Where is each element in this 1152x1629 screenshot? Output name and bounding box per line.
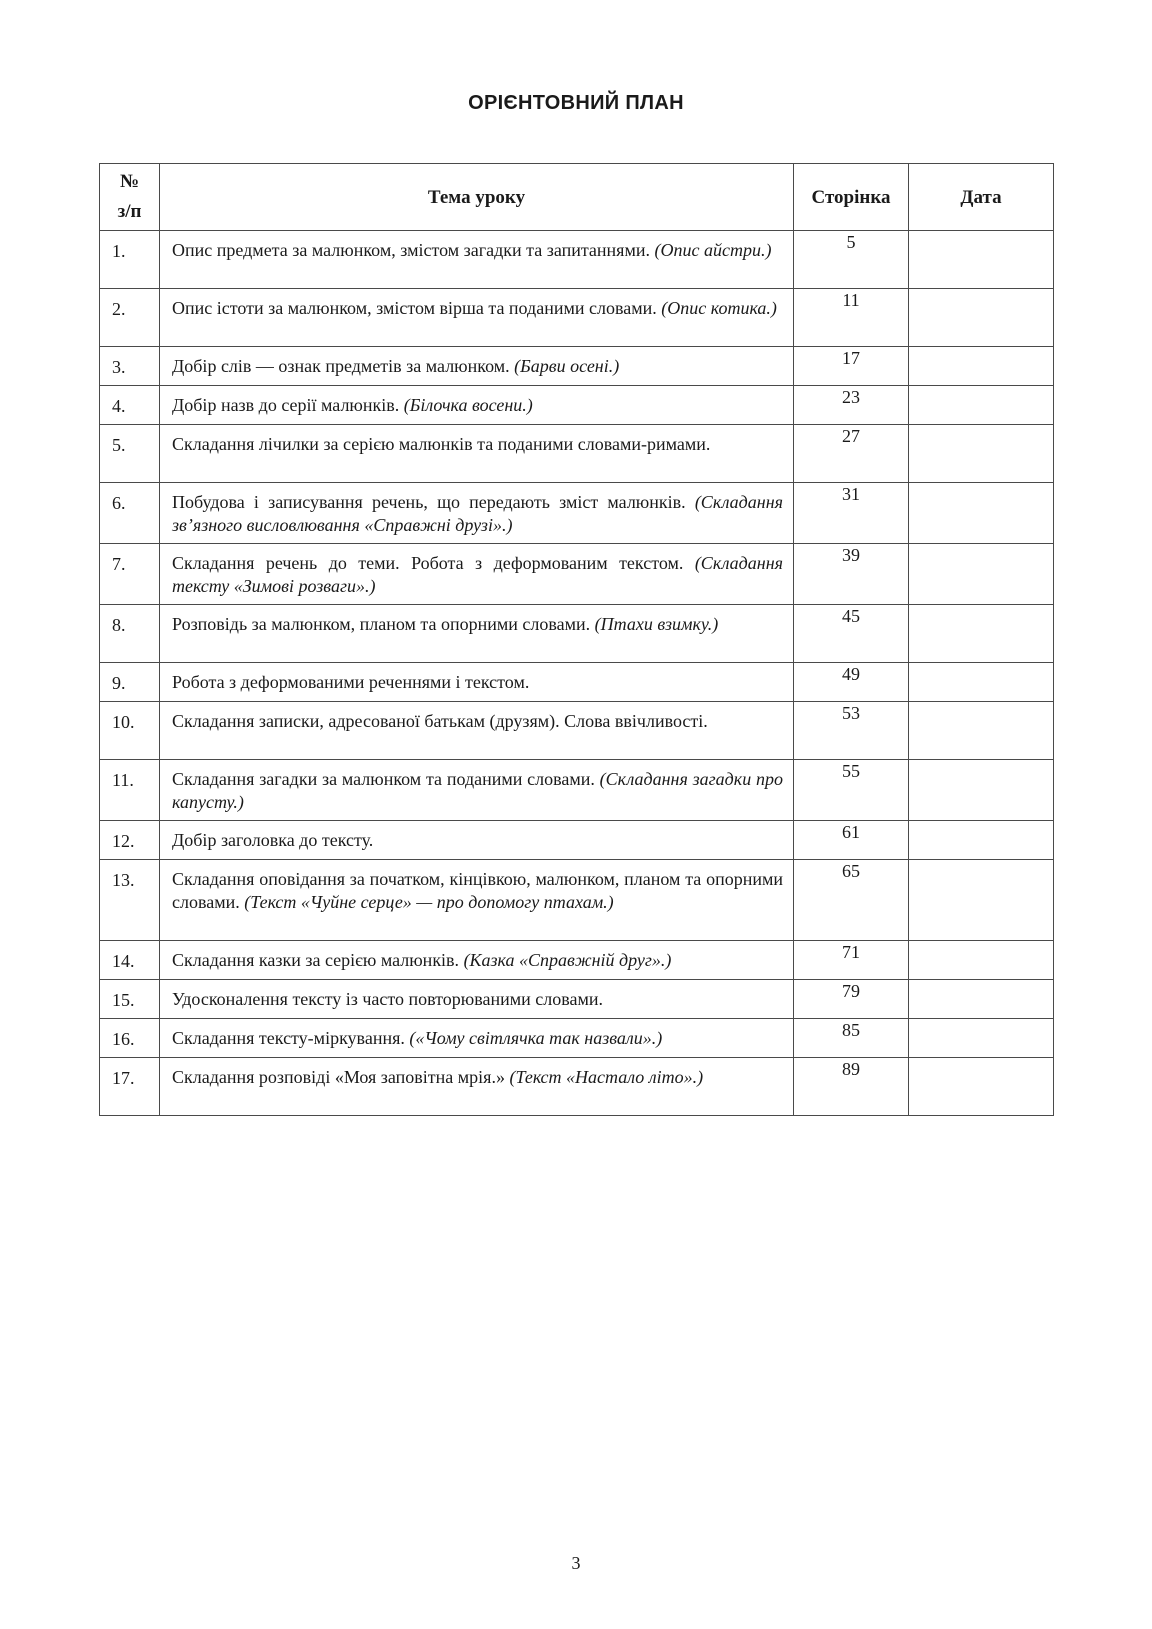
row-date bbox=[909, 483, 1054, 544]
row-page: 39 bbox=[794, 544, 909, 605]
table-row bbox=[100, 663, 1054, 702]
row-topic bbox=[160, 860, 794, 941]
row-page: 31 bbox=[794, 483, 909, 544]
table-row bbox=[100, 347, 1054, 386]
topic-note: (Опис котика.) bbox=[661, 298, 777, 318]
topic-note: (Текст «Настало літо».) bbox=[509, 1067, 704, 1087]
row-date bbox=[909, 702, 1054, 760]
topic-text: Опис істоти за малюнком, змістом вірша та поданими словами. bbox=[172, 298, 662, 318]
topic-text: Розповідь за малюнком, планом та опорними словами. bbox=[172, 614, 595, 634]
row-date bbox=[909, 860, 1054, 941]
row-page: 49 bbox=[794, 663, 909, 702]
row-date bbox=[909, 941, 1054, 980]
row-topic bbox=[160, 821, 794, 860]
row-page: 11 bbox=[794, 289, 909, 347]
header-topic: Тема уроку bbox=[160, 164, 794, 231]
row-topic bbox=[160, 1019, 794, 1058]
row-topic bbox=[160, 941, 794, 980]
row-date bbox=[909, 1019, 1054, 1058]
topic-note: (Текст «Чуйне серце» — про допомогу птахам.) bbox=[244, 892, 614, 912]
table-row bbox=[100, 702, 1054, 760]
table-row bbox=[100, 386, 1054, 425]
table-row bbox=[100, 483, 1054, 544]
row-topic bbox=[160, 605, 794, 663]
row-number: 15. bbox=[100, 980, 160, 1019]
page-number: 3 bbox=[571, 1553, 581, 1573]
row-date bbox=[909, 386, 1054, 425]
row-page: 65 bbox=[794, 860, 909, 941]
row-topic bbox=[160, 289, 794, 347]
table-row bbox=[100, 231, 1054, 289]
row-number: 1. bbox=[100, 231, 160, 289]
topic-note: (Казка «Справжній друг».) bbox=[463, 950, 672, 970]
row-number: 17. bbox=[100, 1058, 160, 1116]
row-number: 10. bbox=[100, 702, 160, 760]
table-row bbox=[100, 1019, 1054, 1058]
row-number: 8. bbox=[100, 605, 160, 663]
topic-text: Складання речень до теми. Робота з деформованим текстом. bbox=[172, 553, 695, 573]
topic-text: Добір заголовка до тексту. bbox=[172, 830, 374, 850]
row-number: 6. bbox=[100, 483, 160, 544]
row-topic bbox=[160, 483, 794, 544]
row-number: 9. bbox=[100, 663, 160, 702]
topic-note: (Складання тексту «Зимові розваги».) bbox=[172, 553, 783, 596]
topic-text: Складання записки, адресованої батькам (друзям). Слова ввічливості. bbox=[172, 711, 708, 731]
row-page: 17 bbox=[794, 347, 909, 386]
topic-note: (Птахи взимку.) bbox=[594, 614, 719, 634]
row-date bbox=[909, 347, 1054, 386]
row-number: 11. bbox=[100, 760, 160, 821]
header-number-sign: № bbox=[119, 171, 140, 192]
topic-text: Складання тексту-міркування. bbox=[172, 1028, 410, 1048]
row-date bbox=[909, 231, 1054, 289]
row-topic bbox=[160, 663, 794, 702]
topic-note: («Чому світлячка так назвали».) bbox=[409, 1028, 663, 1048]
topic-text: Складання розповіді «Моя заповітна мрія.» bbox=[172, 1067, 510, 1087]
row-date bbox=[909, 1058, 1054, 1116]
header-page: Сторінка bbox=[794, 164, 909, 231]
topic-text: Добір слів — ознак предметів за малюнком. bbox=[172, 356, 515, 376]
row-topic bbox=[160, 425, 794, 483]
topic-text: Добір назв до серії малюнків. bbox=[172, 395, 404, 415]
row-page: 5 bbox=[794, 231, 909, 289]
topic-text: Удосконалення тексту із часто повторюваними словами. bbox=[172, 989, 604, 1009]
row-page: 27 bbox=[794, 425, 909, 483]
lesson-plan-table bbox=[99, 163, 1054, 1116]
topic-note: (Складання зв’язного висловлювання «Справжні друзі».) bbox=[172, 492, 783, 535]
page-title: ОРІЄНТОВНИЙ ПЛАН bbox=[468, 92, 684, 114]
table-row bbox=[100, 544, 1054, 605]
table-row bbox=[100, 821, 1054, 860]
topic-text: Складання загадки за малюнком та поданими словами. bbox=[172, 769, 600, 789]
topic-text: Складання казки за серією малюнків. bbox=[172, 950, 464, 970]
row-page: 61 bbox=[794, 821, 909, 860]
row-topic bbox=[160, 980, 794, 1019]
row-date bbox=[909, 821, 1054, 860]
table-row bbox=[100, 425, 1054, 483]
table-row bbox=[100, 1058, 1054, 1116]
row-date bbox=[909, 425, 1054, 483]
topic-text: Побудова і записування речень, що передають зміст малюнків. bbox=[172, 492, 695, 512]
row-number: 14. bbox=[100, 941, 160, 980]
table-header-row bbox=[100, 164, 1054, 231]
row-page: 89 bbox=[794, 1058, 909, 1116]
row-number: 3. bbox=[100, 347, 160, 386]
row-topic bbox=[160, 702, 794, 760]
row-page: 53 bbox=[794, 702, 909, 760]
row-date bbox=[909, 663, 1054, 702]
row-date bbox=[909, 289, 1054, 347]
row-number: 4. bbox=[100, 386, 160, 425]
table-row bbox=[100, 605, 1054, 663]
row-page: 55 bbox=[794, 760, 909, 821]
table-row bbox=[100, 980, 1054, 1019]
row-number: 2. bbox=[100, 289, 160, 347]
row-page: 45 bbox=[794, 605, 909, 663]
row-page: 71 bbox=[794, 941, 909, 980]
table-row bbox=[100, 289, 1054, 347]
row-topic bbox=[160, 231, 794, 289]
row-topic bbox=[160, 544, 794, 605]
row-number: 5. bbox=[100, 425, 160, 483]
row-topic bbox=[160, 347, 794, 386]
row-topic bbox=[160, 1058, 794, 1116]
topic-text: Складання лічилки за серією малюнків та поданими словами-римами. bbox=[172, 434, 711, 454]
header-date: Дата bbox=[909, 164, 1054, 231]
topic-note: (Білочка восени.) bbox=[403, 395, 533, 415]
topic-note: (Складання загадки про капусту.) bbox=[172, 769, 783, 812]
table-row bbox=[100, 760, 1054, 821]
topic-text: Складання оповідання за початком, кінцівкою, малюнком, планом та опорними словами. bbox=[172, 869, 783, 912]
topic-text: Опис предмета за малюнком, змістом загадки та запитаннями. bbox=[172, 240, 655, 260]
row-date bbox=[909, 605, 1054, 663]
row-topic bbox=[160, 760, 794, 821]
header-number bbox=[100, 164, 160, 231]
row-page: 23 bbox=[794, 386, 909, 425]
row-topic bbox=[160, 386, 794, 425]
row-page: 85 bbox=[794, 1019, 909, 1058]
table-row bbox=[100, 941, 1054, 980]
row-page: 79 bbox=[794, 980, 909, 1019]
row-number: 12. bbox=[100, 821, 160, 860]
topic-text: Робота з деформованими реченнями і текстом. bbox=[172, 672, 530, 692]
table-row bbox=[100, 860, 1054, 941]
row-number: 16. bbox=[100, 1019, 160, 1058]
topic-note: (Опис айстри.) bbox=[654, 240, 772, 260]
header-number-abbr: з/п bbox=[117, 201, 142, 222]
topic-note: (Барви осені.) bbox=[514, 356, 620, 376]
row-date bbox=[909, 544, 1054, 605]
row-number: 7. bbox=[100, 544, 160, 605]
row-number: 13. bbox=[100, 860, 160, 941]
row-date bbox=[909, 760, 1054, 821]
table-body bbox=[100, 231, 1054, 1116]
row-date bbox=[909, 980, 1054, 1019]
